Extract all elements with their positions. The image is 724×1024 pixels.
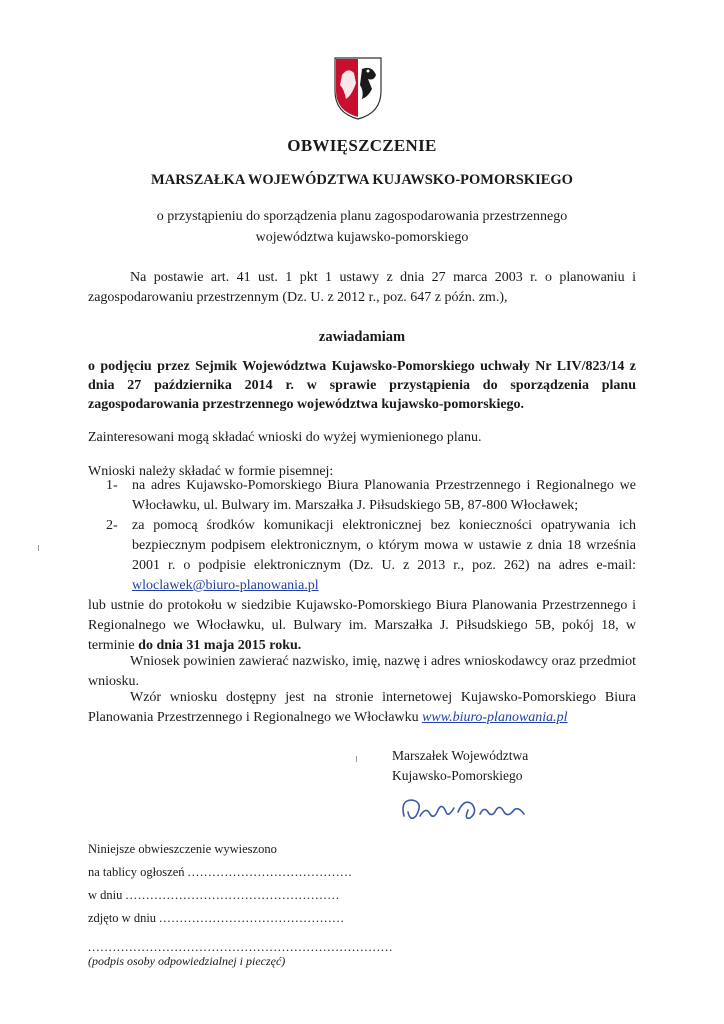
list-item bbox=[106, 476, 636, 516]
issuing-authority: MARSZAŁKA WOJEWÓDZTWA KUJAWSKO-POMORSKIEGO bbox=[151, 172, 573, 188]
fill-in-line: ........................................ bbox=[187, 865, 353, 879]
notice-heading: Niniejsze obwieszczenie wywieszono bbox=[88, 842, 277, 856]
legal-basis: Na postawie art. 41 ust. 1 pkt 1 ustawy z dnia 27 marca 2003 r. o planowaniu i zagospodarowaniu przestrzennym (Dz. U. z 2012 r., poz. 647 z późn. zm.), bbox=[88, 270, 636, 305]
resolution-text: o podjęciu przez Sejmik Województwa Kujawsko-Pomorskiego uchwały Nr LIV/823/14 z dnia 27 października 2014 r. w sprawie przystąpienia do sporządzenia planu zagospodarowania przestrzennego województwa kujawsko-pomorskiego. bbox=[88, 359, 636, 412]
signatory bbox=[392, 746, 528, 786]
scan-mark bbox=[356, 756, 357, 762]
document-title: OBWIĘSZCZENIE bbox=[287, 136, 437, 155]
form-availability-text: Wzór wniosku dostępny jest na stronie internetowej Kujawsko-Pomorskiego Biura Planowania Przestrzennego i Regionalnego we Włocławku bbox=[88, 690, 636, 725]
list-item bbox=[106, 516, 636, 596]
website-link[interactable]: www.biuro-planowania.pl bbox=[422, 710, 568, 725]
interest-text: Zainteresowani mogą składać wnioski do wyżej wymienionego planu. bbox=[88, 430, 482, 445]
subject-line-1: o przystąpieniu do sporządzenia planu zagospodarowania przestrzennego bbox=[156, 209, 568, 224]
posted-date-line bbox=[88, 884, 353, 907]
list-item-number: 2- bbox=[106, 518, 118, 533]
submission-method-intro: Wnioski należy składać w formie pisemnej: bbox=[88, 464, 334, 479]
posting-notice bbox=[88, 838, 353, 930]
list-item-text: na adres Kujawsko-Pomorskiego Biura Planowania Przestrzennego i Regionalnego we Włocławku, ul. Bulwary im. Marszałka J. Piłsudskiego 5B, 87-800 Włocławek; bbox=[132, 478, 636, 513]
signatory-region: Kujawsko-Pomorskiego bbox=[392, 768, 523, 783]
list-item-body bbox=[132, 516, 636, 596]
fill-in-line: ............................................. bbox=[159, 911, 345, 925]
coat-of-arms-icon bbox=[332, 55, 384, 121]
signatory-title: Marszałek Województwa bbox=[392, 748, 529, 763]
list-item-text: za pomocą środków komunikacji elektronicznej bez konieczności opatrywania ich bezpiecznym podpisem elektronicznym, o którym mowa w ustawie z dnia 18 września 2001 r. o podpisie elektronicznym (Dz. U. z 2013 r., poz. 262) na adres e-mail: bbox=[132, 518, 636, 573]
announce-heading: zawiadamiam bbox=[318, 329, 406, 345]
notice-board-label: na tablicy ogłoszeń bbox=[88, 865, 185, 879]
notice-board-line bbox=[88, 861, 353, 884]
form-availability bbox=[88, 688, 636, 728]
subject-line-2: województwa kujawsko-pomorskiego bbox=[255, 230, 469, 245]
removed-date-line bbox=[88, 907, 353, 930]
oral-submission bbox=[88, 596, 636, 656]
removed-date-label: zdjęto w dniu bbox=[88, 911, 157, 925]
signature-line: .......................................................................... bbox=[88, 940, 394, 954]
email-link[interactable]: wloclawek@biuro-planowania.pl bbox=[132, 578, 319, 593]
deadline: do dnia 31 maja 2015 roku. bbox=[138, 638, 302, 653]
posted-date-label: w dniu bbox=[88, 888, 123, 902]
subject bbox=[0, 206, 724, 248]
list-item-number: 1- bbox=[106, 478, 118, 493]
fill-in-line: .................................................... bbox=[125, 888, 340, 902]
content-requirements: Wniosek powinien zawierać nazwisko, imię, nazwę i adres wnioskodawcy oraz przedmiot wniosku. bbox=[88, 654, 636, 689]
signature-caption: (podpis osoby odpowiedzialnej i pieczęć) bbox=[88, 954, 286, 968]
oral-submission-text: lub ustnie do protokołu w siedzibie Kujawsko-Pomorskiego Biura Planowania Przestrzennego i Regionalnego we Włocławku, ul. Bulwary im. Marszałka J. Piłsudskiego 5B, pokój 18, w terminie bbox=[88, 598, 636, 653]
scan-mark bbox=[38, 545, 39, 551]
handwritten-signature bbox=[398, 786, 548, 832]
